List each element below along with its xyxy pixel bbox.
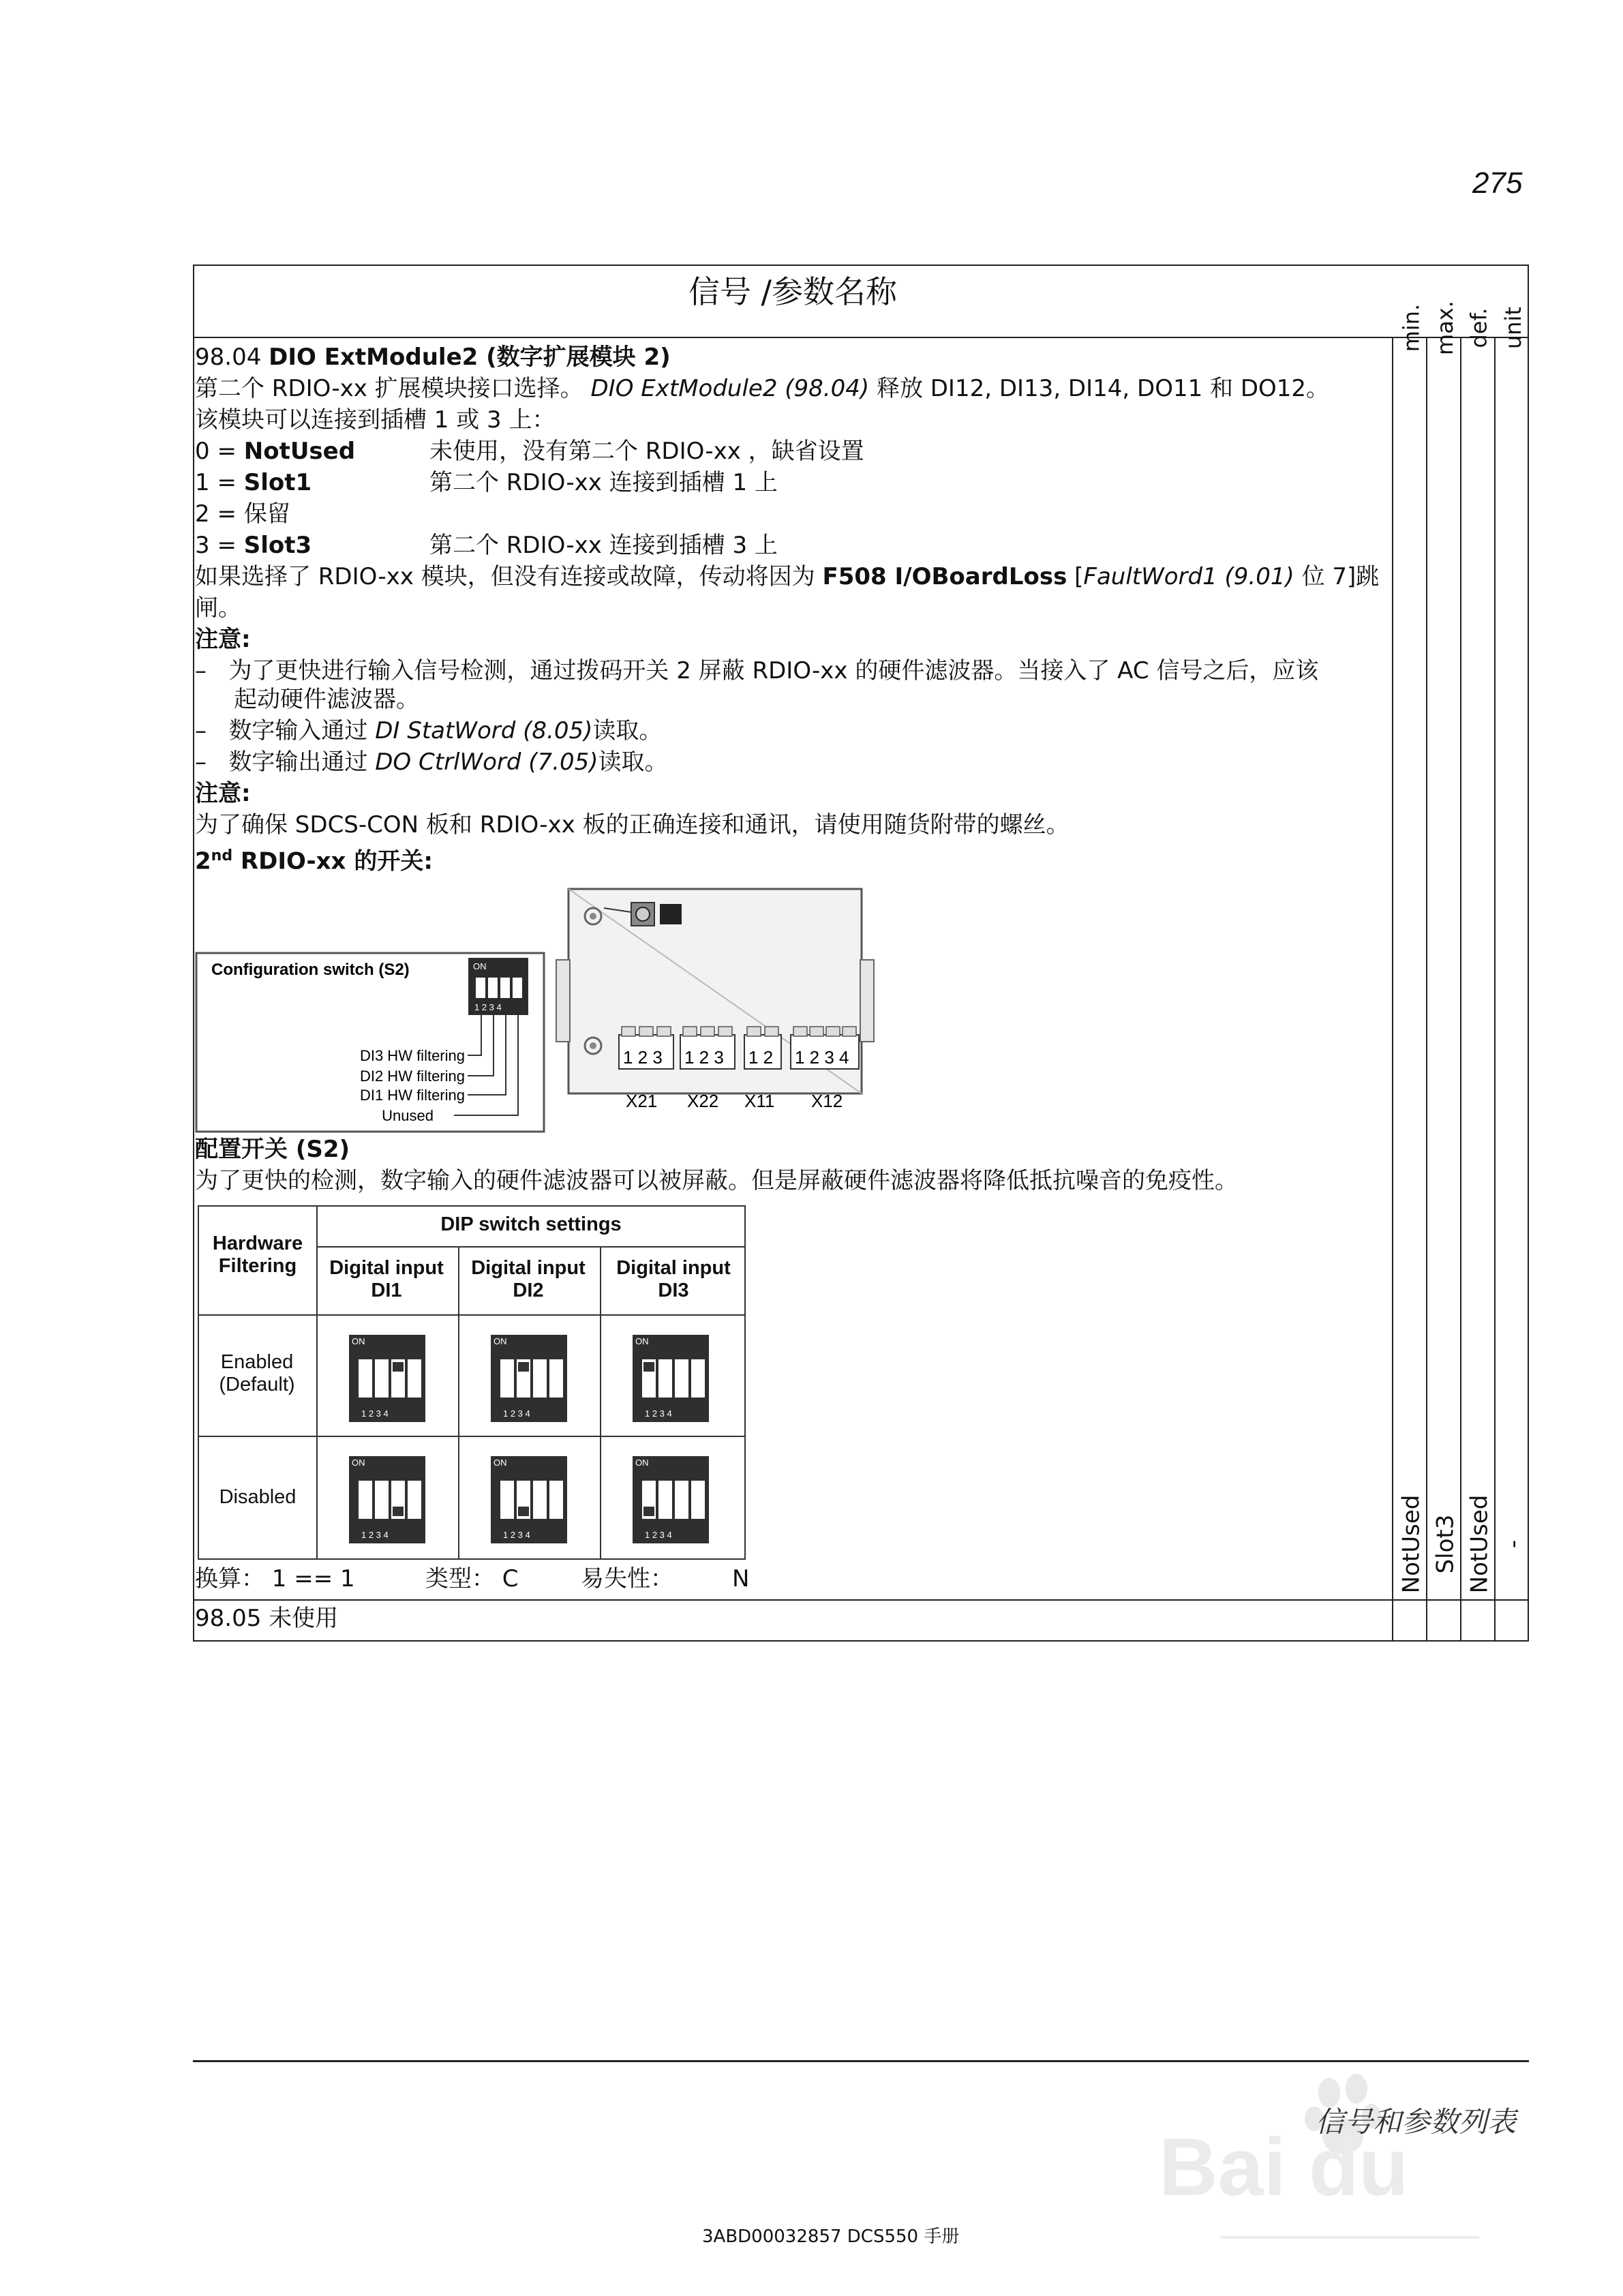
note-2-text: 为了确保 SDCS-CON 板和 RDIO-xx 板的正确连接和通讯，请使用随货附带的螺丝。 [195,811,1070,839]
value-unit: - [1500,1539,1527,1549]
svg-text:1 2 3 4: 1 2 3 4 [645,1530,672,1540]
board-dip-switch [660,904,682,924]
fault-text-cont: 闸。 [195,594,241,622]
option-3-desc: 第二个 RDIO-xx 连接到插槽 3 上 [429,532,778,559]
column-header-max: max. [1432,301,1459,355]
svg-text:X11: X11 [744,1091,775,1111]
svg-text:ON: ON [352,1336,365,1346]
column-header-def: def. [1466,307,1492,348]
volatile-value: N [732,1565,750,1592]
svg-text:1 2 3: 1 2 3 [623,1047,663,1068]
conversion: 换算： 1 == 1 [195,1565,355,1592]
switch-heading: 2nd RDIO-xx 的开关: [195,847,433,875]
config-switch-heading: 配置开关 (S2) [195,1136,350,1163]
svg-text:1 2: 1 2 [748,1047,774,1068]
bullet-1-cont: 起动硬件滤波器。 [234,686,419,713]
next-param: 98.05 未使用 [195,1605,339,1632]
svg-text:1 2 3 4: 1 2 3 4 [795,1047,849,1068]
col-divider-def [1460,337,1461,1640]
svg-text:ON: ON [473,961,487,971]
option-1-desc: 第二个 RDIO-xx 连接到插槽 1 上 [429,469,778,496]
svg-text:X12: X12 [811,1091,843,1111]
svg-text:ON: ON [635,1336,649,1346]
note-heading-1: 注意: [195,626,251,653]
footer-rule [193,2060,1529,2062]
config-switch-label: Configuration switch (S2) [211,961,410,979]
label-di3: DI3 HW filtering [359,1047,465,1064]
dip-col-di1: Digital input DI1 [329,1257,444,1301]
svg-text:ON: ON [635,1457,649,1468]
value-min: NotUsed [1397,1494,1425,1594]
row-divider [193,1599,1529,1601]
fault-text: 如果选择了 RDIO-xx 模块，但没有连接或故障，传动将因为 F508 I/OBoardLoss [FaultWord1 (9.01) 位 7]跳 [195,563,1380,590]
option-2: 2 = 保留 [195,500,290,528]
type: 类型： C [425,1565,519,1592]
svg-text:du: du [1309,2121,1409,2213]
param-desc-2: 该模块可以连接到插槽 1 或 3 上： [195,406,556,434]
svg-text:X22: X22 [687,1091,719,1111]
svg-text:1 2 3: 1 2 3 [684,1047,724,1068]
column-header-min: min. [1398,303,1425,352]
dip-enabled-di1 [349,1335,425,1422]
value-def: NotUsed [1466,1494,1493,1594]
label-unused: Unused [382,1107,434,1124]
bullet-3: – 数字输出通过 DO CtrlWord (7.05)读取。 [195,749,668,776]
option-0-desc: 未使用，没有第二个 RDIO-xx ，缺省设置 [429,438,864,465]
col-divider-min [1392,337,1393,1640]
dip-row-disabled: Disabled [219,1486,297,1508]
dip-header-hardware: Hardware Filtering [212,1233,303,1277]
dip-disabled-di2 [491,1456,567,1543]
dip-header-group: DIP switch settings [440,1213,622,1235]
svg-text:1 2 3 4: 1 2 3 4 [361,1408,389,1419]
dip-row-enabled: Enabled (Default) [219,1351,295,1395]
option-3: 3 = Slot3 [195,532,312,559]
param-title: 98.04 DIO ExtModule2 (数字扩展模块 2) [195,344,671,371]
footer-section-title: 信号和参数列表 [1316,2105,1517,2139]
svg-text:ON: ON [494,1457,507,1468]
dip-disabled-di1 [349,1456,425,1543]
svg-text:X21: X21 [626,1091,658,1111]
option-0: 0 = NotUsed [195,438,356,465]
dip-enabled-di2 [491,1335,567,1422]
param-desc-1: 第二个 RDIO-xx 扩展模块接口选择。 DIO ExtModule2 (98.04) 释放 DI12, DI13, DI14, DO11 和 DO12。 [195,375,1330,402]
column-header-unit: unit [1500,307,1526,349]
col-divider-max [1426,337,1427,1640]
rdio-module-figure [195,885,890,1137]
dip-switch-table [198,1205,746,1560]
col-divider-unit [1494,337,1496,1640]
label-di1: DI1 HW filtering [359,1087,465,1104]
dip-col-di2: Digital input DI2 [471,1257,586,1301]
svg-text:1 2 3 4: 1 2 3 4 [474,1002,502,1012]
label-di2: DI2 HW filtering [359,1068,465,1085]
dip-switch-diagrams [199,1207,744,1558]
baidu-watermark-logo [1159,2066,1541,2270]
bullet-1: – 为了更快进行输入信号检测，通过拨码开关 2 屏蔽 RDIO-xx 的硬件滤波器。当接入了 AC 信号之后，应该 [195,657,1319,684]
value-max: Slot3 [1431,1514,1459,1574]
svg-text:1 2 3 4: 1 2 3 4 [361,1530,389,1540]
dip-col-di3: Digital input DI3 [616,1257,731,1301]
note-heading-2: 注意: [195,780,251,807]
svg-text:ON: ON [494,1336,507,1346]
footer-document-id: 3ABD00032857 DCS550 手册 [702,2226,960,2247]
dip-disabled-di3 [633,1456,709,1543]
svg-text:1 2 3 4: 1 2 3 4 [503,1408,530,1419]
page-number: 275 [1472,166,1523,200]
table-title: 信号 /参数名称 [688,273,898,310]
svg-text:ON: ON [352,1457,365,1468]
volatile: 易失性： [581,1565,673,1592]
bullet-2: – 数字输入通过 DI StatWord (8.05)读取。 [195,717,663,744]
svg-text:Bai: Bai [1159,2121,1286,2213]
config-switch-desc: 为了更快的检测，数字输入的硬件滤波器可以被屏蔽。但是屏蔽硬件滤波器将降低抵抗噪音的免疫性。 [195,1167,1238,1194]
header-divider [193,337,1529,338]
svg-text:1 2 3 4: 1 2 3 4 [645,1408,672,1419]
option-1: 1 = Slot1 [195,469,312,496]
svg-text:1 2 3 4: 1 2 3 4 [503,1530,530,1540]
dip-enabled-di3 [633,1335,709,1422]
